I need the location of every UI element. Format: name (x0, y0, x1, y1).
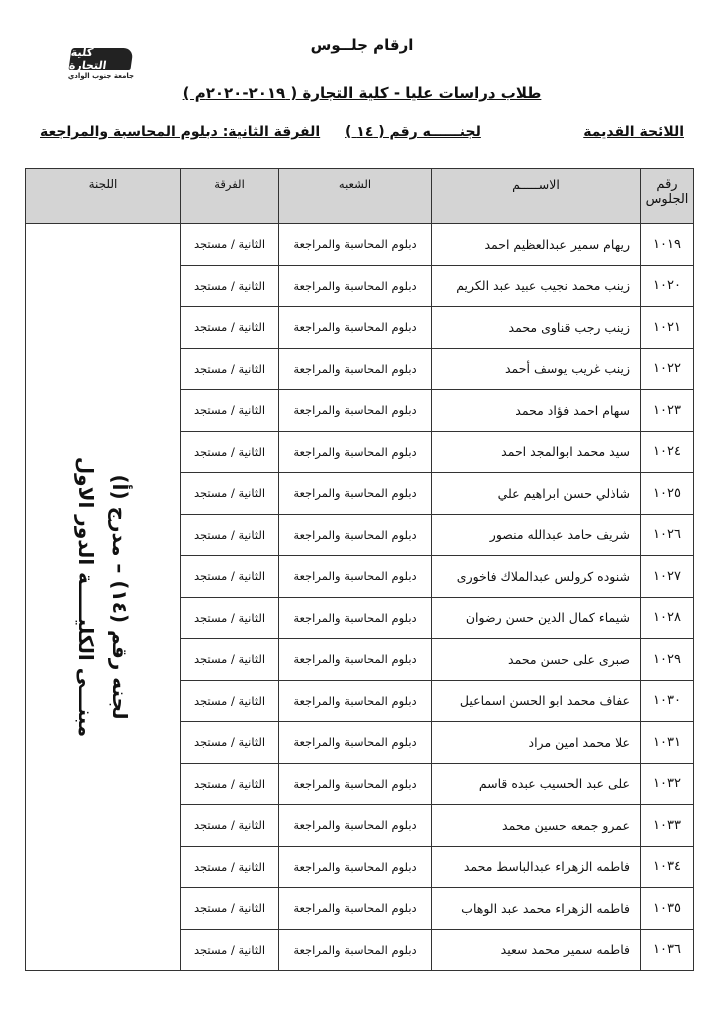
division-cell: دبلوم المحاسبة والمراجعة (279, 556, 432, 598)
logo-mark: كلية التجارة (68, 48, 133, 70)
table-header-row (26, 169, 694, 224)
name-cell: شاذلي حسن ابراهيم علي (432, 473, 641, 515)
group-cell: الثانية / مستجد (181, 224, 279, 266)
year-program-label: الفرقة الثانية: دبلوم المحاسبة والمراجعة (40, 124, 321, 140)
name-cell: علا محمد امين مراد (432, 722, 641, 764)
seat-cell: ١٠٢٧ (641, 556, 694, 598)
seat-cell: ١٠٢٥ (641, 473, 694, 515)
group-cell: الثانية / مستجد (181, 556, 279, 598)
header-division: الشعبه (279, 169, 432, 224)
name-cell: شنوده كرولس عبدالملاك فاخورى (432, 556, 641, 598)
seat-numbers-table (25, 168, 694, 971)
seat-cell: ١٠٢٨ (641, 597, 694, 639)
division-cell: دبلوم المحاسبة والمراجعة (279, 597, 432, 639)
header-committee: اللجنة (26, 169, 181, 224)
group-cell: الثانية / مستجد (181, 680, 279, 722)
seat-cell: ١٠٢١ (641, 307, 694, 349)
page-title: ارقام جلــوس (310, 36, 414, 54)
name-cell: صبرى على حسن محمد (432, 639, 641, 681)
division-cell: دبلوم المحاسبة والمراجعة (279, 639, 432, 681)
group-cell: الثانية / مستجد (181, 846, 279, 888)
seat-cell: ١٠٣٣ (641, 805, 694, 847)
division-cell: دبلوم المحاسبة والمراجعة (279, 763, 432, 805)
group-cell: الثانية / مستجد (181, 597, 279, 639)
page-subtitle: طلاب دراسات عليا - كلية التجارة ( ٢٠١٩-٢٠٢٠م ) (182, 84, 542, 102)
header-group: الفرقة (181, 169, 279, 224)
name-cell: زينب رجب قناوى محمد (432, 307, 641, 349)
name-cell: شيماء كمال الدين حسن رضوان (432, 597, 641, 639)
division-cell: دبلوم المحاسبة والمراجعة (279, 473, 432, 515)
group-cell: الثانية / مستجد (181, 763, 279, 805)
committee-line-1: لجنه رقم (١٤) – مدرج (أ) (108, 474, 132, 720)
name-cell: شريف حامد عبدالله منصور (432, 514, 641, 556)
seat-cell: ١٠٢٤ (641, 431, 694, 473)
committee-line-2: مبنـــى الكليـــــة الدور الاول (74, 456, 98, 738)
group-cell: الثانية / مستجد (181, 473, 279, 515)
division-cell: دبلوم المحاسبة والمراجعة (279, 929, 432, 971)
group-cell: الثانية / مستجد (181, 390, 279, 432)
name-cell: على عبد الحسيب عبده قاسم (432, 763, 641, 805)
division-cell: دبلوم المحاسبة والمراجعة (279, 390, 432, 432)
seat-cell: ١٠٢٠ (641, 265, 694, 307)
name-cell: فاطمه الزهراء عبدالباسط محمد (432, 846, 641, 888)
division-cell: دبلوم المحاسبة والمراجعة (279, 307, 432, 349)
name-cell: فاطمه الزهراء محمد عبد الوهاب (432, 888, 641, 930)
division-cell: دبلوم المحاسبة والمراجعة (279, 846, 432, 888)
regulation-label: اللائحة القديمة (583, 124, 684, 140)
seat-cell: ١٠٣١ (641, 722, 694, 764)
division-cell: دبلوم المحاسبة والمراجعة (279, 431, 432, 473)
group-cell: الثانية / مستجد (181, 639, 279, 681)
seat-cell: ١٠٢٩ (641, 639, 694, 681)
division-cell: دبلوم المحاسبة والمراجعة (279, 514, 432, 556)
header-name: الاســـــم (432, 169, 641, 224)
group-cell: الثانية / مستجد (181, 514, 279, 556)
table-row (26, 224, 694, 266)
name-cell: فاطمه سمير محمد سعيد (432, 929, 641, 971)
group-cell: الثانية / مستجد (181, 888, 279, 930)
name-cell: سيد محمد ابوالمجد احمد (432, 431, 641, 473)
committee-cell (26, 224, 181, 971)
name-cell: عفاف محمد ابو الحسن اسماعيل (432, 680, 641, 722)
division-cell: دبلوم المحاسبة والمراجعة (279, 224, 432, 266)
committee-label: لجنــــــه رقم ( ١٤ ) (345, 124, 481, 140)
seat-cell: ١٠٢٦ (641, 514, 694, 556)
name-cell: ريهام سمير عبدالعظيم احمد (432, 224, 641, 266)
seat-cell: ١٠٣٥ (641, 888, 694, 930)
header-seat: رقم الجلوس (641, 169, 694, 224)
group-cell: الثانية / مستجد (181, 265, 279, 307)
name-cell: سهام احمد فؤاد محمد (432, 390, 641, 432)
logo-subtext: جامعة جنوب الوادي (67, 72, 135, 80)
name-cell: عمرو جمعه حسين محمد (432, 805, 641, 847)
seat-cell: ١٠٣٦ (641, 929, 694, 971)
group-cell: الثانية / مستجد (181, 722, 279, 764)
group-cell: الثانية / مستجد (181, 348, 279, 390)
division-cell: دبلوم المحاسبة والمراجعة (279, 805, 432, 847)
seat-cell: ١٠٢٣ (641, 390, 694, 432)
division-cell: دبلوم المحاسبة والمراجعة (279, 348, 432, 390)
name-cell: زينب غريب يوسف أحمد (432, 348, 641, 390)
division-cell: دبلوم المحاسبة والمراجعة (279, 888, 432, 930)
seat-cell: ١٠٣٠ (641, 680, 694, 722)
division-cell: دبلوم المحاسبة والمراجعة (279, 680, 432, 722)
group-cell: الثانية / مستجد (181, 805, 279, 847)
committee-location-text (69, 457, 137, 737)
division-cell: دبلوم المحاسبة والمراجعة (279, 265, 432, 307)
seat-cell: ١٠٢٢ (641, 348, 694, 390)
name-cell: زينب محمد نجيب عبيد عبد الكريم (432, 265, 641, 307)
group-cell: الثانية / مستجد (181, 929, 279, 971)
group-cell: الثانية / مستجد (181, 431, 279, 473)
group-cell: الثانية / مستجد (181, 307, 279, 349)
seat-cell: ١٠٣٢ (641, 763, 694, 805)
division-cell: دبلوم المحاسبة والمراجعة (279, 722, 432, 764)
seat-cell: ١٠٣٤ (641, 846, 694, 888)
seat-cell: ١٠١٩ (641, 224, 694, 266)
